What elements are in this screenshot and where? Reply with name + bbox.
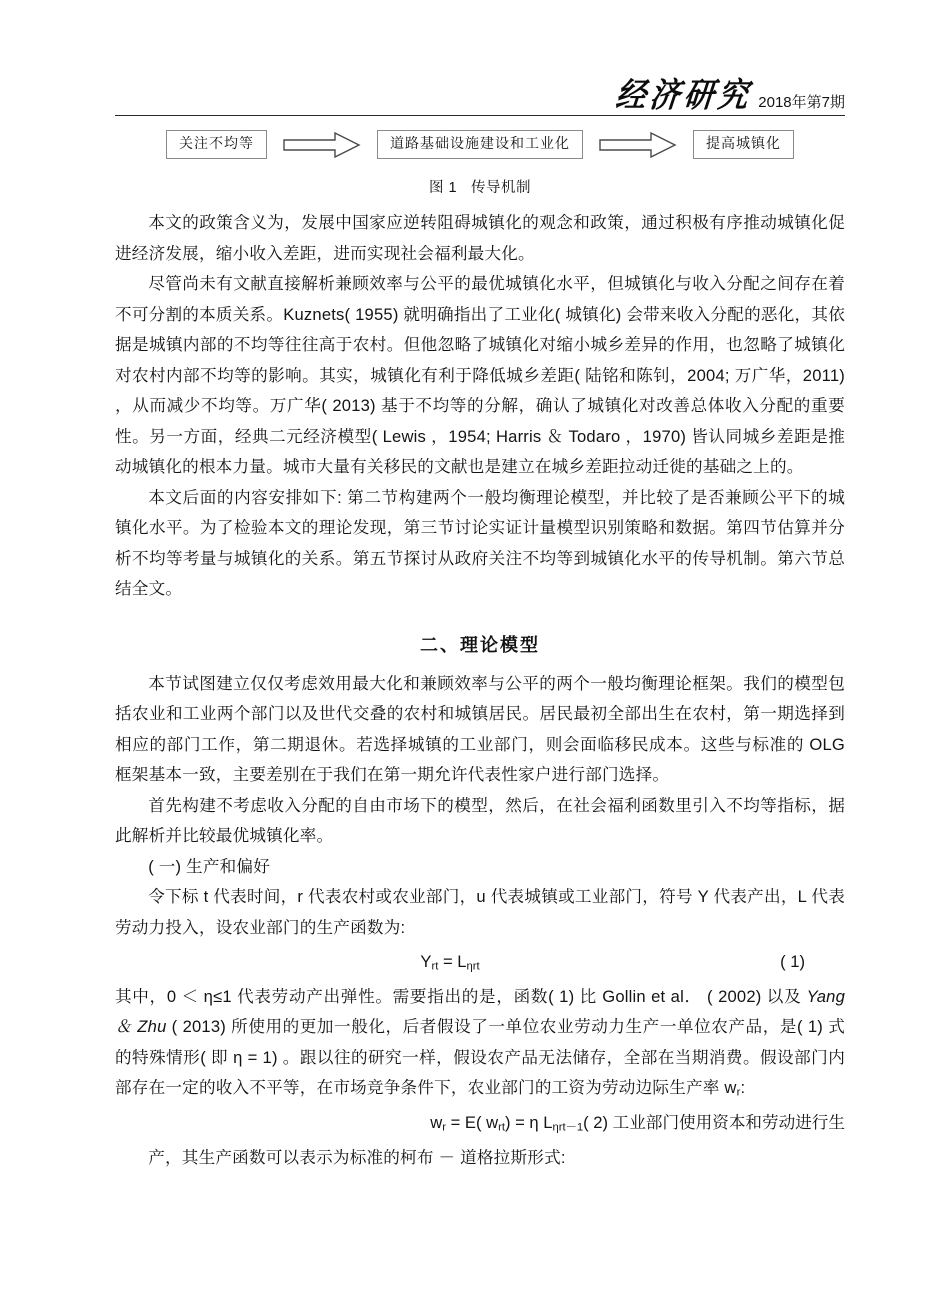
equation-2-mid-b: ) = η L	[504, 1112, 553, 1132]
citation-yang-zhu: Yang ＆ Zhu	[115, 986, 845, 1036]
equation-1-lhs-subscript: rt	[431, 960, 439, 973]
equation-2-trailing-text: ( 2) 工业部门使用资本和劳动进行生	[583, 1112, 845, 1132]
equation-1-operator: =	[438, 952, 458, 971]
paragraph-elasticity	[115, 982, 845, 1108]
equation-1	[115, 947, 845, 978]
paragraph-elasticity-part2: ( 2013) 所使用的更加一般化，后者假设了一单位农业劳动力生产一单位农产品，是( 1) 式的特殊情形( 即 η = 1) 。跟以往的研究一样，假设农产品无法储存，全部在当期消费。假设部门内部存在一定的收入不平等，在市场竞争条件下，农业部门的工资为劳动边际生产率 w	[115, 1017, 845, 1097]
figure-1	[115, 130, 845, 197]
equation-2-sub-b: rt	[498, 1121, 505, 1134]
paragraph-literature: 尽管尚未有文献直接解析兼顾效率与公平的最优城镇化水平，但城镇化与收入分配之间存在着不可分割的本质关系。Kuznets( 1955) 就明确指出了工业化( 城镇化) 会带来收入分配的恶化，其依据是城镇内部的不均等往往高于农村。但他忽略了城镇化对缩小城乡差异的作用，也忽略了城镇化对农村内部不均等的影响。其实，城镇化有利于降低城乡差距( 陆铭和陈钊，2004; 万广华，2011) ，从而减少不均等。万广华( 2013) 基于不均等的分解，确认了城镇化对改善总体收入分配的重要性。另一方面，经典二元经济模型( Lewis ，1954; Harris ＆ Todaro ，1970) 皆认同城乡差距是推动城镇化的根本力量。城市大量有关移民的文献也是建立在城乡差距拉动迁徙的基础之上的。	[115, 274, 845, 476]
equation-1-number: ( 1)	[780, 952, 805, 971]
flow-box-1: 关注不均等	[166, 130, 267, 159]
paragraph-elasticity-part1: 其中，0 ＜ η≤1 代表劳动产出弹性。需要指出的是，函数( 1) 比 Gollin et al． ( 2002) 以及	[115, 986, 807, 1006]
paragraph-free-market-model: 首先构建不考虑收入分配的自由市场下的模型，然后，在社会福利函数里引入不均等指标，据此解析并比较最优城镇化率。	[115, 795, 845, 845]
equation-2-mid-a: = E( w	[445, 1112, 499, 1132]
paragraph-policy-implication: 本文的政策含义为，发展中国家应逆转阻碍城镇化的观念和政策，通过积极有序推动城镇化促进经济发展，缩小收入差距，进而实现社会福利最大化。	[115, 213, 845, 263]
equation-2	[115, 1108, 845, 1143]
page-header	[115, 58, 845, 116]
subsection-heading-production-preference: ( 一) 生产和偏好	[148, 856, 271, 876]
equation-1-body	[115, 947, 845, 982]
flow-box-2: 道路基础设施建设和工业化	[377, 130, 583, 159]
paragraph-outline: 本文后面的内容安排如下: 第二节构建两个一般均衡理论模型，并比较了是否兼顾公平下的城镇化水平。为了检验本文的理论发现，第三节讨论实证计量模型识别策略和数据。第四节估算并分析不均等考量与城镇化的关系。第五节探讨从政府关注不均等到城镇化水平的传导机制。第六节总结全文。	[115, 487, 845, 598]
equation-1-rhs-subscript: ηrt	[466, 960, 480, 973]
equation-1-lhs: Y	[420, 952, 432, 971]
issue-label: 2018年第7期	[758, 94, 845, 111]
flow-diagram	[115, 130, 845, 159]
right-block-arrow-icon	[599, 131, 677, 159]
wage-subscript-r: r	[736, 1086, 741, 1099]
equation-2-sub-a: r	[442, 1121, 446, 1134]
figure-caption	[115, 176, 845, 197]
document-body	[115, 208, 845, 1173]
right-block-arrow-icon	[283, 131, 361, 159]
equation-2-lhs: w	[430, 1112, 443, 1132]
figure-caption-title: 传导机制	[471, 180, 532, 197]
paragraph-notation: 令下标 t 代表时间，r 代表农村或农业部门，u 代表城镇或工业部门，符号 Y 代表产出，L 代表劳动力投入，设农业部门的生产函数为:	[115, 887, 845, 937]
paragraph-cobb-douglas: 产，其生产函数可以表示为标准的柯布 － 道格拉斯形式:	[148, 1147, 566, 1167]
equation-2-sub-c: ηrt－1	[552, 1121, 584, 1134]
equation-1-rhs: L	[457, 952, 467, 971]
paragraph-elasticity-end: :	[740, 1078, 746, 1097]
journal-logo: 经济研究	[614, 77, 755, 115]
flow-box-3: 提高城镇化	[693, 130, 794, 159]
section-heading-theoretical-model: 二、理论模型	[420, 634, 540, 655]
figure-caption-label: 图 1	[428, 180, 458, 197]
paragraph-model-framework: 本节试图建立仅仅考虑效用最大化和兼顾效率与公平的两个一般均衡理论框架。我们的模型包括农业和工业两个部门以及世代交叠的农村和城镇居民。居民最初全部出生在农村，第一期选择到相应的部门工作，第二期退休。若选择城镇的工业部门，则会面临移民成本。这些与标准的 OLG 框架基本一致，主要差别在于我们在第一期允许代表性家户进行部门选择。	[115, 673, 845, 784]
